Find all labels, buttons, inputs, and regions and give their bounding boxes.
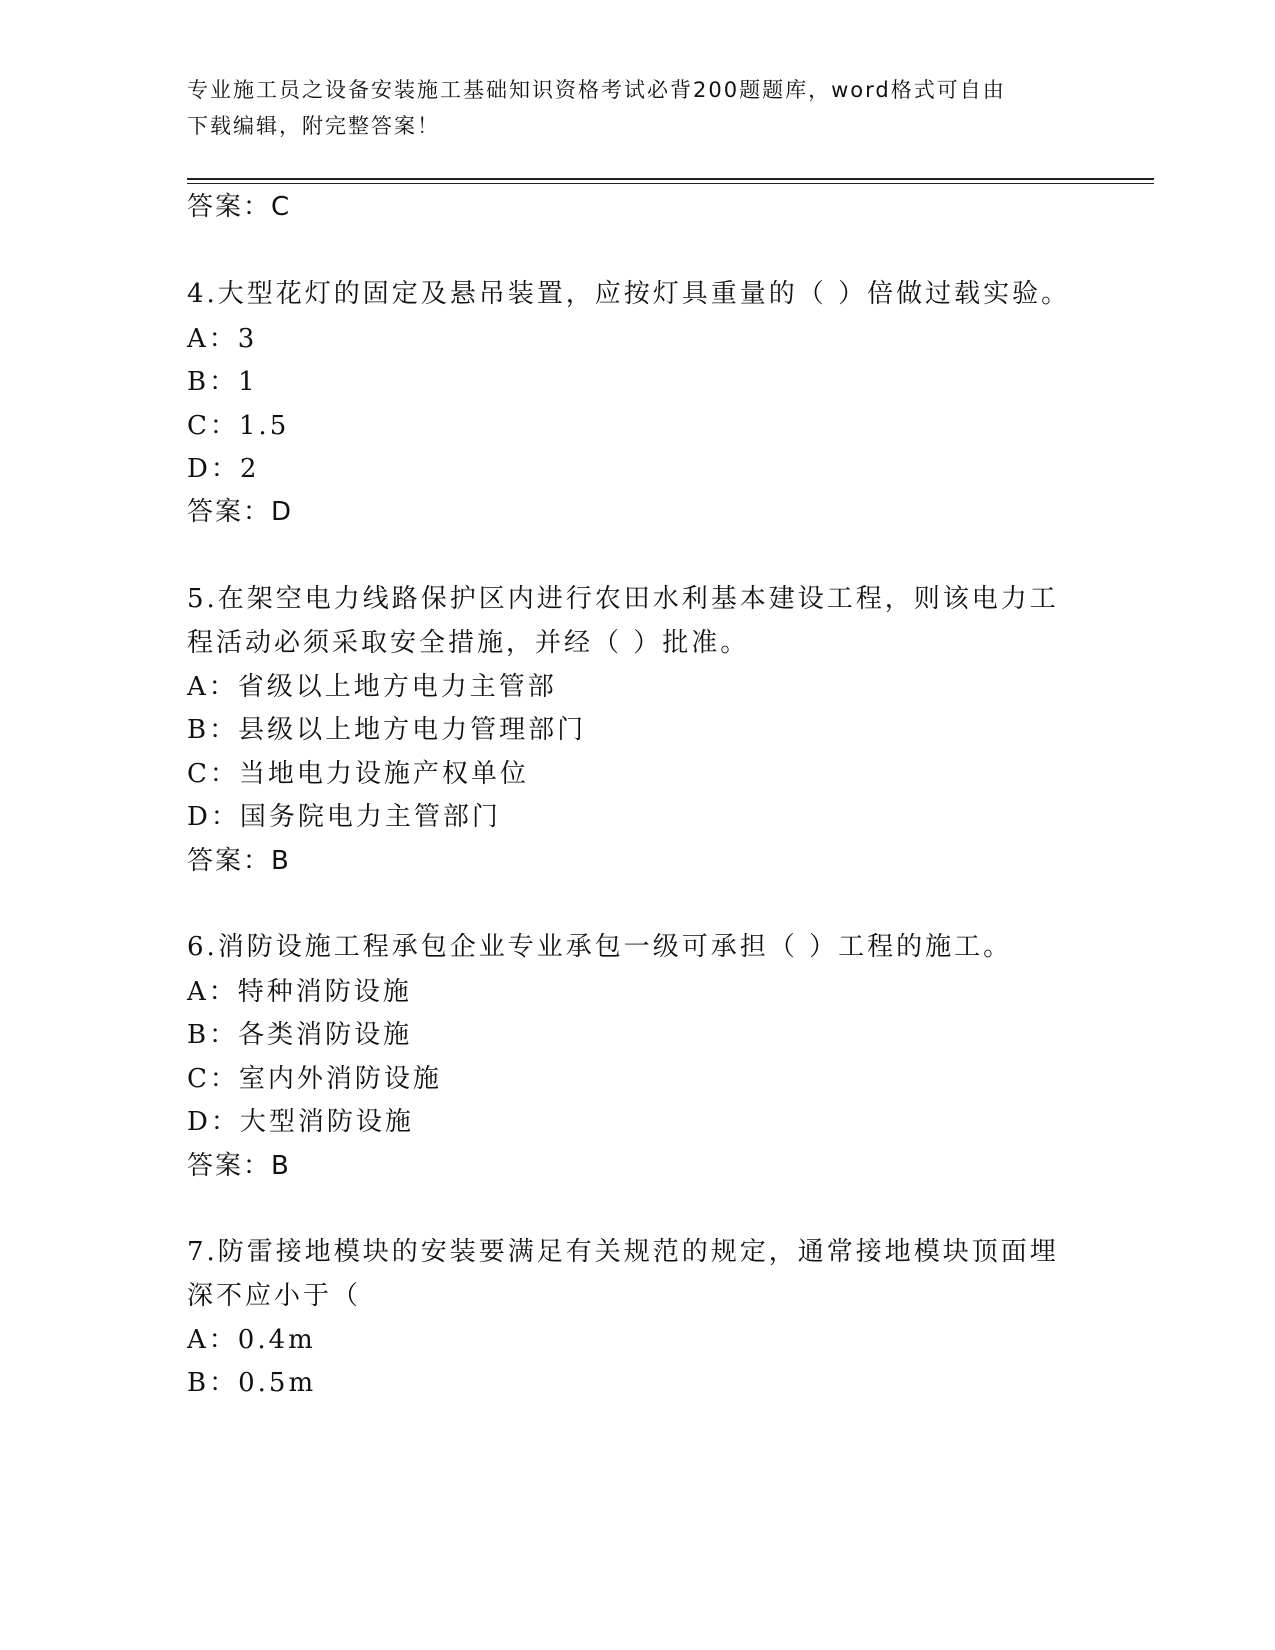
question-5-option-a: A：省级以上地方电力主管部	[187, 672, 557, 702]
question-7-option-b: B：0.5m	[187, 1368, 317, 1398]
question-7-stem-line-2: 深不应小于（	[187, 1281, 362, 1311]
header-line-1: 专业施工员之设备安装施工基础知识资格考试必背200题题库，word格式可自由	[187, 78, 1006, 102]
answer-q5: 答案：B	[187, 846, 291, 876]
answer-q4: 答案：D	[187, 497, 294, 527]
answer-q3: 答案：C	[187, 192, 292, 222]
question-5-option-c: C：当地电力设施产权单位	[187, 759, 529, 789]
question-6-option-b: B：各类消防设施	[187, 1020, 413, 1050]
question-6-option-c: C：室内外消防设施	[187, 1064, 442, 1094]
question-4-stem: 4.大型花灯的固定及悬吊装置，应按灯具重量的（ ）倍做过载实验。	[187, 279, 1071, 309]
header-divider-thin	[187, 183, 1154, 184]
question-7-option-a: A：0.4m	[187, 1325, 316, 1355]
question-7-stem-line-1: 7.防雷接地模块的安装要满足有关规范的规定，通常接地模块顶面埋	[187, 1237, 1059, 1267]
question-5-stem-line-1: 5.在架空电力线路保护区内进行农田水利基本建设工程，则该电力工	[187, 584, 1059, 614]
header-line-2: 下载编辑，附完整答案！	[187, 114, 440, 138]
question-6-option-d: D：大型消防设施	[187, 1107, 414, 1137]
question-5-stem-line-2: 程活动必须采取安全措施，并经（ ）批准。	[187, 628, 750, 658]
question-4-option-c: C：1.5	[187, 411, 290, 441]
question-5-option-d: D：国务院电力主管部门	[187, 802, 501, 832]
question-5-option-b: B：县级以上地方电力管理部门	[187, 715, 587, 745]
header-divider-thick	[187, 178, 1154, 180]
answer-q6: 答案：B	[187, 1151, 291, 1181]
question-4-option-d: D：2	[187, 454, 260, 484]
document-header	[187, 72, 1067, 144]
question-6-option-a: A：特种消防设施	[187, 977, 412, 1007]
question-4-option-a: A：3	[187, 324, 258, 354]
question-4-option-b: B：1	[187, 367, 258, 397]
question-6-stem: 6.消防设施工程承包企业专业承包一级可承担（ ）工程的施工。	[187, 932, 1013, 962]
